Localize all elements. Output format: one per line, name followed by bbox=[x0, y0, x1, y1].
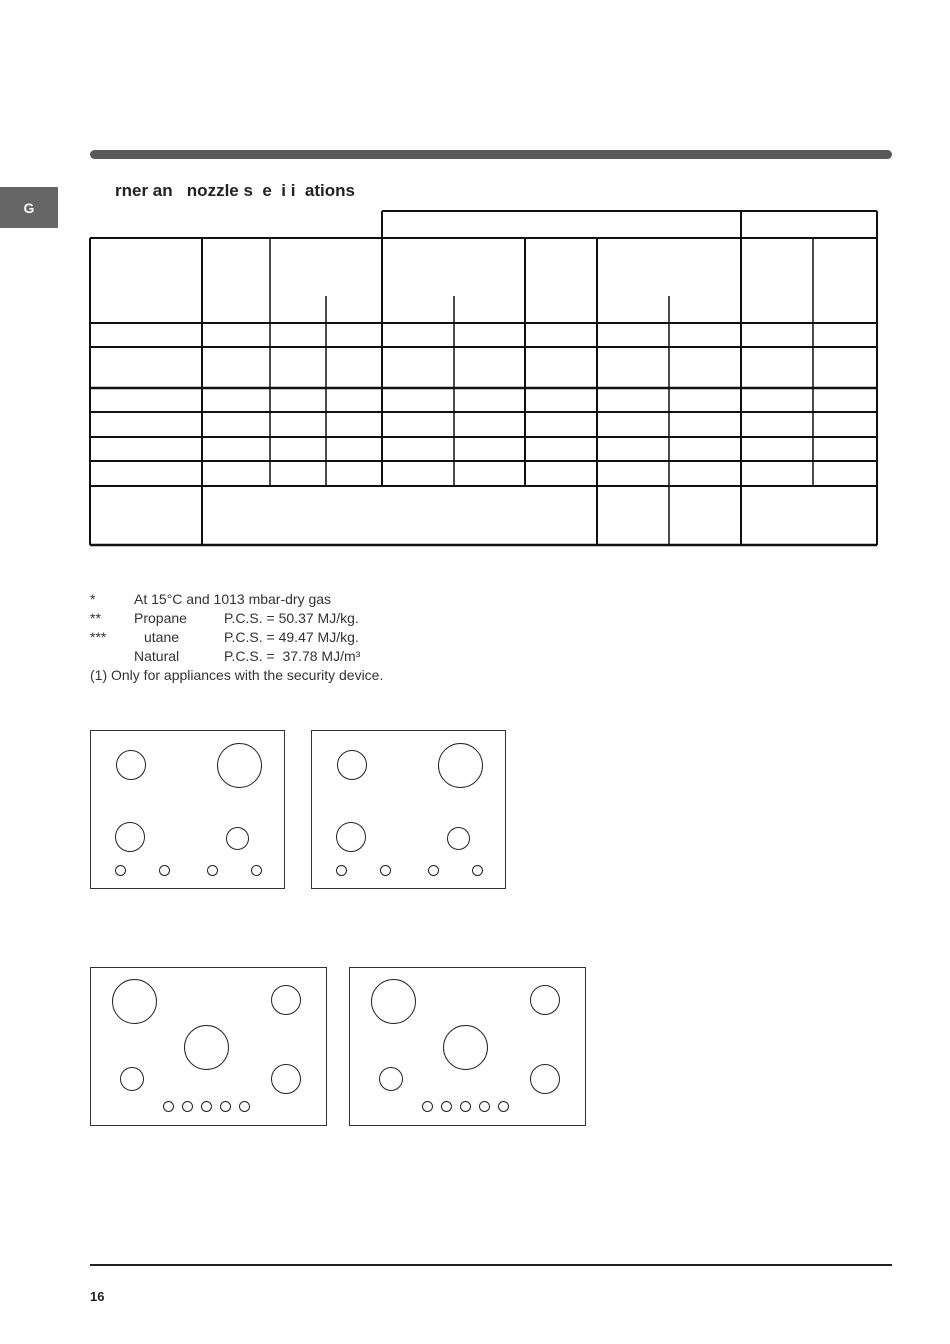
knob-icon bbox=[498, 1101, 509, 1112]
burner-icon bbox=[120, 1067, 144, 1091]
knob-icon bbox=[336, 865, 347, 876]
hob-diagram-4 bbox=[349, 967, 586, 1126]
footnote: (1) Only for appliances with the security device. bbox=[90, 667, 384, 683]
burner-icon bbox=[443, 1025, 488, 1070]
knob-icon bbox=[163, 1101, 174, 1112]
knob-icon bbox=[441, 1101, 452, 1112]
burner-icon bbox=[271, 985, 301, 1015]
note-label: Propane bbox=[134, 610, 187, 626]
hob-diagram-2 bbox=[311, 730, 506, 889]
hob-diagram-3 bbox=[90, 967, 327, 1126]
note-value: P.C.S. = 49.47 MJ/kg. bbox=[224, 629, 359, 645]
burner-icon bbox=[116, 750, 146, 780]
knob-icon bbox=[479, 1101, 490, 1112]
note-row bbox=[90, 628, 383, 647]
burner-icon bbox=[379, 1067, 403, 1091]
burner-icon bbox=[447, 827, 470, 850]
burner-icon bbox=[530, 985, 560, 1015]
knob-icon bbox=[207, 865, 218, 876]
knob-icon bbox=[472, 865, 483, 876]
burner-icon bbox=[115, 822, 145, 852]
burner-icon bbox=[371, 979, 416, 1024]
burner-icon bbox=[438, 743, 483, 788]
note-value: P.C.S. = 50.37 MJ/kg. bbox=[224, 610, 359, 626]
knob-icon bbox=[460, 1101, 471, 1112]
knob-icon bbox=[251, 865, 262, 876]
burner-icon bbox=[271, 1064, 301, 1094]
burner-icon bbox=[226, 827, 249, 850]
gas-notes bbox=[90, 590, 383, 685]
burner-icon bbox=[530, 1064, 560, 1094]
footer-rule bbox=[90, 1264, 892, 1266]
note-value: P.C.S. = 37.78 MJ/m³ bbox=[224, 648, 361, 664]
burner-icon bbox=[112, 979, 157, 1024]
section-title: rner an nozzle s e i i ations bbox=[115, 181, 355, 200]
burner-icon bbox=[337, 750, 367, 780]
note-mark: * bbox=[90, 591, 96, 607]
note-label: utane bbox=[144, 629, 180, 645]
note-label: Natural bbox=[134, 648, 180, 664]
page-number: 16 bbox=[90, 1289, 105, 1304]
burner-icon bbox=[336, 822, 366, 852]
knob-icon bbox=[115, 865, 126, 876]
specifications-table bbox=[0, 0, 950, 600]
knob-icon bbox=[182, 1101, 193, 1112]
note-row bbox=[90, 609, 383, 628]
knob-icon bbox=[422, 1101, 433, 1112]
note-row bbox=[90, 647, 383, 666]
hob-diagram-1 bbox=[90, 730, 285, 889]
knob-icon bbox=[159, 865, 170, 876]
note-mark bbox=[90, 647, 134, 666]
knob-icon bbox=[380, 865, 391, 876]
knob-icon bbox=[201, 1101, 212, 1112]
burner-icon bbox=[217, 743, 262, 788]
knob-icon bbox=[428, 865, 439, 876]
note-label: At 15°C and 1013 mbar-dry gas bbox=[134, 591, 332, 607]
burner-icon bbox=[184, 1025, 229, 1070]
knob-icon bbox=[239, 1101, 250, 1112]
knob-icon bbox=[220, 1101, 231, 1112]
note-mark: *** bbox=[90, 629, 107, 645]
language-tab: G bbox=[0, 187, 58, 228]
note-row bbox=[90, 590, 383, 609]
note-mark: ** bbox=[90, 610, 101, 626]
